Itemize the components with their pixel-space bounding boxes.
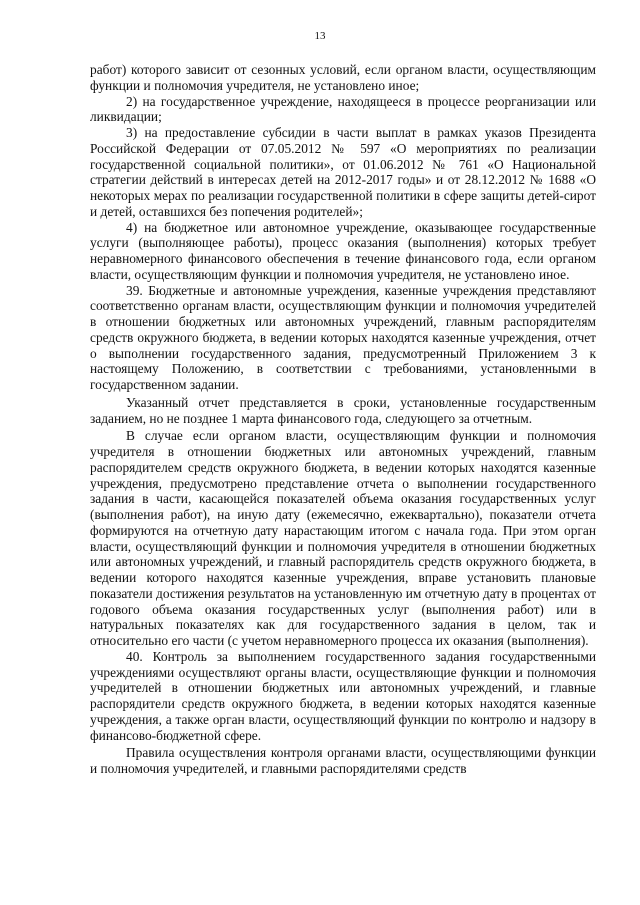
paragraph: 3) на предоставление субсидии в части выплат в рамках указов Президента Российской Федерации от 07.05.2012 № 597 «О мероприятиях по реализации государственной социальной политики», от 01.06.2012 № 761 «О Национальной стратегии действий в интересах детей на 2012-2017 годы» и от 28.12.2012 № 1688 «О некоторых мерах по реализации государственной политики в сфере защиты детей-сирот и детей, оставшихся без попечения родителей»; — [90, 125, 596, 219]
paragraph: Правила осуществления контроля органами власти, осуществляющими функции и полномочия учредителей, и главными распорядителями средств — [90, 745, 596, 776]
page-number: 13 — [314, 30, 326, 42]
paragraph: В случае если органом власти, осуществляющим функции и полномочия учредителя в отношении бюджетных или автономных учреждений, главным распорядителем средств окружного бюджета, в ведении которых находятся казенные учреждения, предусмотрено представление отчета о выполнении государственного задания в части, касающейся показателей объема оказания государственных услуг (выполнения работ), на иную дату (ежемесячно, ежеквартально), показатели отчета формируются на отчетную дату нарастающим итогом с начала года. При этом орган власти, осуществляющий функции и полномочия учредителя в отношении бюджетных или автономных учреждений, и главный распорядитель средств окружного бюджета, в ведении которого находятся казенные учреждения, вправе установить плановые показатели достижения результатов на установленную им отчетную дату в процентах от годового объема оказания государственных услуг (выполнения работ) или в натуральных показателях как для государственного задания в целом, так и относительно его части (с учетом неравномерного процесса их оказания (выполнения). — [90, 428, 596, 648]
paragraph: работ) которого зависит от сезонных условий, если органом власти, осуществляющим функции и полномочия учредителя, не установлено иное; — [90, 62, 596, 93]
paragraph: 40. Контроль за выполнением государственного задания государственными учреждениями осуществляют органы власти, осуществляющие функции и полномочия учредителей в отношении бюджетных или автономных учреждений, и главные распорядители средств окружного бюджета, в ведении которых находятся казенные учреждения, а также орган власти, осуществляющий функции по контролю и надзору в финансово-бюджетной сфере. — [90, 648, 596, 743]
paragraph: 4) на бюджетное или автономное учреждение, оказывающее государственные услуги (выполняющее работы), процесс оказания (выполнения) которых требует неравномерного финансового обеспечения в течение финансового года, если органом власти, осуществляющим функции и полномочия учредителя, не установлено иное. — [90, 219, 596, 282]
paragraph: 2) на государственное учреждение, находящееся в процессе реорганизации или ликвидации; — [90, 93, 596, 125]
document-body — [90, 62, 596, 777]
paragraph: Указанный отчет представляется в сроки, установленные государственным заданием, но не позднее 1 марта финансового года, следующего за отчетным. — [90, 394, 596, 426]
paragraph: 39. Бюджетные и автономные учреждения, казенные учреждения представляют соответственно органам власти, осуществляющим функции и полномочия учредителей в отношении бюджетных или автономных учреждений, главным распорядителям средств окружного бюджета, в ведении которых находятся казенные учреждения, отчет о выполнении государственного задания, предусмотренный Приложением 3 к настоящему Положению, в соответствии с требованиями, установленными в государственном задании. — [90, 282, 596, 392]
